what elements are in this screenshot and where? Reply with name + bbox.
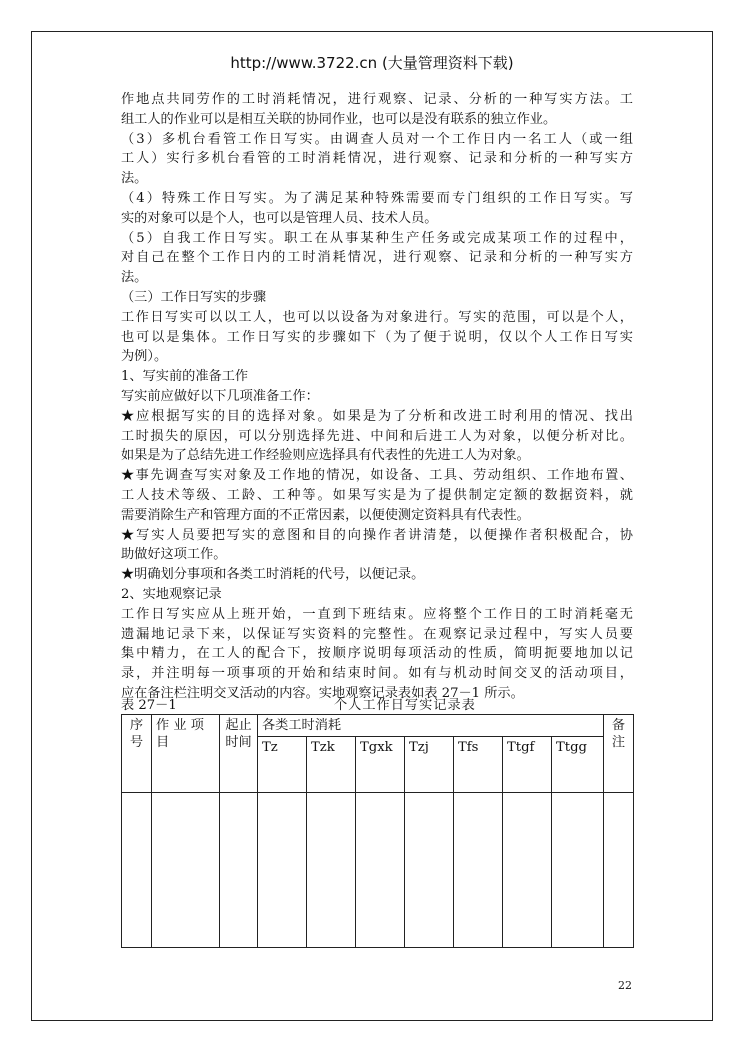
table-caption — [121, 697, 633, 715]
text-line: 工人）实行多机台看管的工时消耗情况，进行观察、记录和分析的一种写实方 — [121, 151, 633, 167]
text-line: 工作日写实可以以工人，也可以以设备为对象进行。写实的范围，可以是个人， — [121, 309, 633, 325]
table-cell — [307, 793, 356, 948]
text-line: ★写实人员要把写实的意图和目的向操作者讲清楚，以便操作者积极配合，协 — [121, 527, 633, 543]
table-cell — [258, 793, 307, 948]
text-line: ★应根据写实的目的选择对象。如果是为了分析和改进工时利用的情况、找出 — [121, 408, 633, 424]
text-line: （5）自我工作日写实。职工在从事某种生产任务或完成某项工作的过程中， — [121, 230, 633, 246]
header-code-tfs: Tfs — [454, 737, 503, 793]
text-line: 组工人的作业可以是相互关联的协同作业，也可以是没有联系的独立作业。 — [121, 111, 557, 127]
work-record-table — [121, 714, 634, 948]
text-line: 应在备注栏注明交叉活动的内容。实地观察记录表如表 27－1 所示。 — [121, 685, 524, 701]
text-line: （3）多机台看管工作日写实。由调查人员对一个工作日内一名工人（或一组 — [121, 131, 633, 147]
text-line: 助做好这项工作。 — [121, 547, 227, 563]
header-code-tz: Tz — [258, 737, 307, 793]
text-line: ★明确划分事项和各类工时消耗的代号，以便记录。 — [121, 567, 425, 583]
header-item: 作 业 项 目 — [152, 715, 220, 793]
table-cell — [405, 793, 454, 948]
section-heading: 1、写实前的准备工作 — [121, 369, 249, 385]
table-cell — [454, 793, 503, 948]
table-number: 表 27－1 — [121, 698, 177, 713]
text-line: 工人技术等级、工龄、工种等。如果写实是为了提供制定定额的数据资料，就 — [121, 487, 633, 503]
text-line: 实的对象可以是个人，也可以是管理人员、技术人员。 — [121, 210, 438, 226]
header-time-consumption: 各类工时消耗 — [258, 715, 604, 737]
table-cell — [356, 793, 405, 948]
header-code-ttgg: Ttgg — [552, 737, 604, 793]
text-line: 也可以是集体。工作日写实的步骤如下（为了便于说明，仅以个人工作日写实 — [121, 329, 633, 345]
text-line: 遗漏地记录下来，以保证写实资料的完整性。在观察记录过程中，写实人员要 — [121, 626, 633, 642]
text-line: 工时损失的原因，可以分别选择先进、中间和后进工人为对象，以便分析对比。 — [121, 428, 633, 444]
text-line: 作地点共同劳作的工时消耗情况，进行观察、记录、分析的一种写实方法。工 — [121, 92, 633, 107]
text-line: 需要消除生产和管理方面的不正常因素，以便使测定资料具有代表性。 — [121, 507, 530, 523]
table-cell — [552, 793, 604, 948]
text-line: 法。 — [121, 270, 148, 286]
table-cell — [604, 793, 634, 948]
table-row — [122, 793, 634, 948]
header-url[interactable]: http://www.3722.cn (大量管理资料下载) — [230, 54, 514, 72]
header-remark: 备注 — [604, 715, 634, 793]
table-title: 个人工作日写实记录表 — [334, 698, 476, 713]
text-line: 对自己在整个工作日内的工时消耗情况，进行观察、记录和分析的一种写实方 — [121, 250, 633, 266]
header-time: 起止时间 — [220, 715, 258, 793]
text-line: 集中精力，在工人的配合下，按顺序说明每项活动的性质，简明扼要地加以记 — [121, 646, 633, 662]
header-code-tgxk: Tgxk — [356, 737, 405, 793]
text-line: 为例）。 — [121, 349, 168, 365]
table-cell — [220, 793, 258, 948]
text-line: 写实前应做好以下几项准备工作： — [121, 388, 319, 404]
table-cell — [122, 793, 152, 948]
table-cell — [503, 793, 552, 948]
text-line: 法。 — [121, 171, 148, 187]
page-number: 22 — [618, 979, 632, 992]
text-line: 如果是为了总结先进工作经验则应选择具有代表性的先进工人为对象。 — [121, 448, 530, 464]
section-heading: （三）工作日写实的步骤 — [121, 289, 267, 305]
text-line: 录，并注明每一项事项的开始和结束时间。如有与机动时间交叉的活动项目， — [121, 666, 633, 682]
table-cell — [152, 793, 220, 948]
header-code-ttgf: Ttgf — [503, 737, 552, 793]
section-heading: 2、实地观察记录 — [121, 586, 222, 602]
text-line: 工作日写实应从上班开始，一直到下班结束。应将整个工作日的工时消耗毫无 — [121, 606, 633, 622]
header-seq: 序号 — [122, 715, 152, 793]
text-line: ★事先调查写实对象及工作地的情况，如设备、工具、劳动组织、工作地布置、 — [121, 468, 633, 484]
header-code-tzj: Tzj — [405, 737, 454, 793]
header-code-tzk: Tzk — [307, 737, 356, 793]
body-text — [121, 90, 633, 704]
text-line: （4）特殊工作日写实。为了满足某种特殊需要而专门组织的工作日写实。写 — [121, 190, 633, 206]
